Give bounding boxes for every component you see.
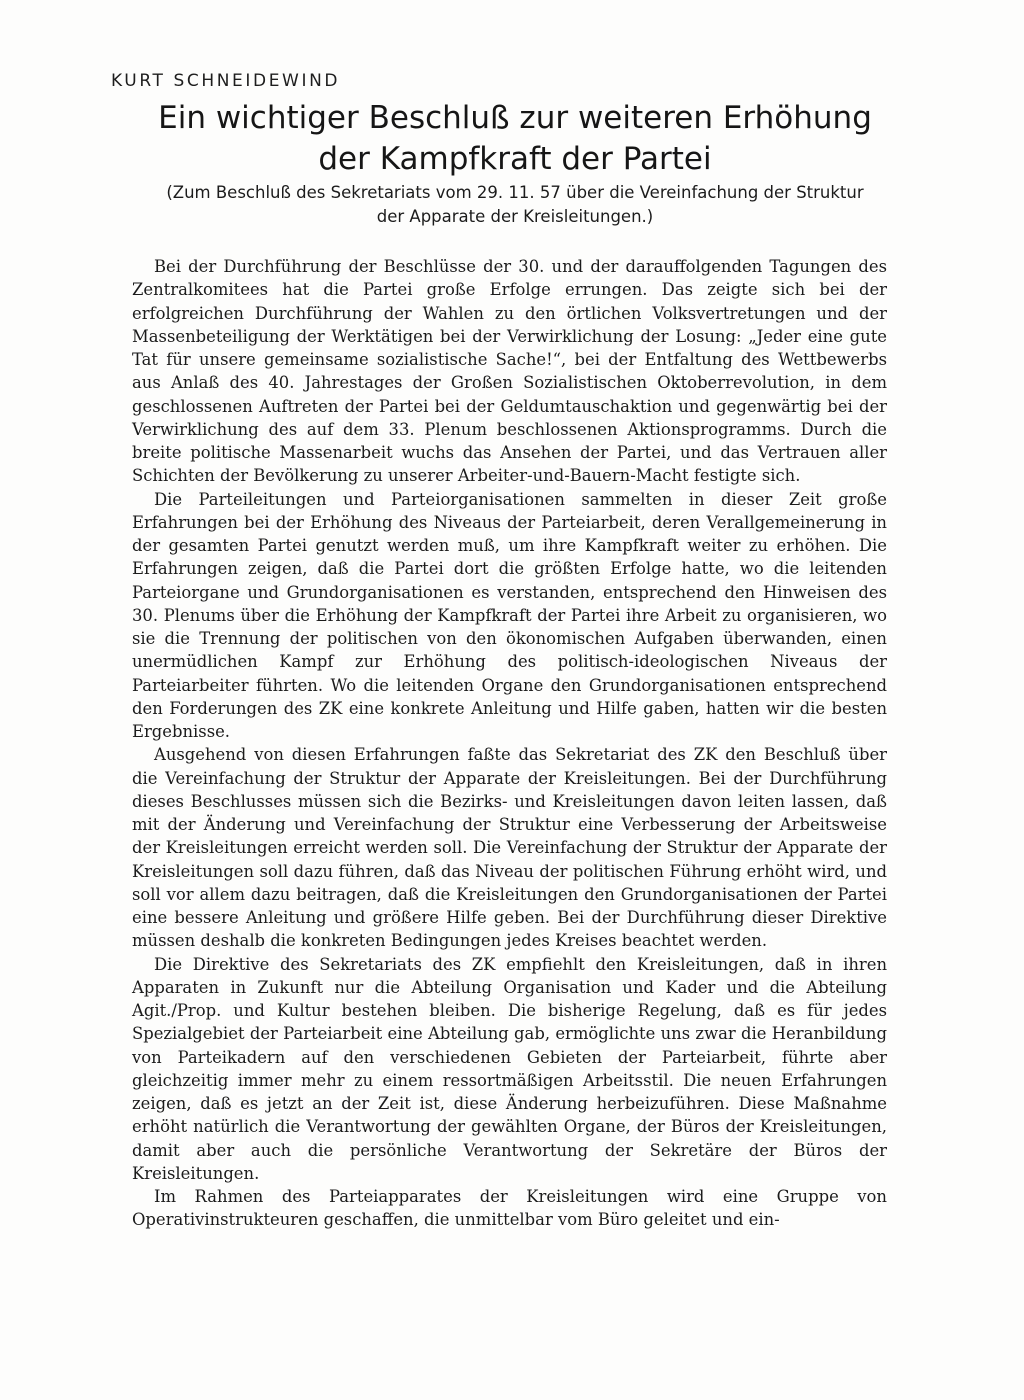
paragraph-5: Im Rahmen des Parteiapparates der Kreisleitungen wird eine Gruppe von Operativinstrukteuren geschaffen, die unmittelbar vom Büro geleitet und ein-	[132, 1187, 887, 1230]
paragraph-4: Die Direktive des Sekretariats des ZK empfiehlt den Kreisleitungen, daß in ihren Apparaten in Zukunft nur die Abteilung Organisation und Kader und die Abteilung Agit./Prop. und Kultur bestehen bleiben. Die bisherige Regelung, daß es für jedes Spezialgebiet der Parteiarbeit eine Abteilung gab, ermöglichte uns zwar die Heranbildung von Parteikadern auf den verschiedenen Gebieten der Parteiarbeit, führte aber gleichzeitig immer mehr zu einem ressortmäßigen Arbeitsstil. Die neuen Erfahrungen zeigen, daß es jetzt an der Zeit ist, diese Änderung herbeizuführen. Diese Maßnahme erhöht natürlich die Verantwortung der gewählten Organe, der Büros der Kreisleitungen, damit aber auch die persönliche Verantwortung der Sekretäre der Büros der Kreisleitungen.	[132, 954, 887, 1183]
article-body	[132, 255, 887, 1232]
paragraph-3: Ausgehend von diesen Erfahrungen faßte das Sekretariat des ZK den Beschluß über die Vereinfachung der Struktur der Apparate der Kreisleitungen. Bei der Durchführung dieses Beschlusses müssen sich die Bezirks- und Kreisleitungen davon leiten lassen, daß mit der Änderung und Vereinfachung der Struktur eine Verbesserung der Arbeitsweise der Kreisleitungen erreicht werden soll. Die Vereinfachung der Struktur der Apparate der Kreisleitungen soll dazu führen, daß das Niveau der politischen Führung erhöht wird, und soll vor allem dazu beitragen, daß die Kreisleitungen den Grundorganisationen der Partei eine bessere Anleitung und größere Hilfe geben. Bei der Durchführung dieser Direktive müssen deshalb die konkreten Bedingungen jedes Kreises beachtet werden.	[132, 745, 887, 951]
article-subtitle-line-1: (Zum Beschluß des Sekretariats vom 29. 11. 57 über die Vereinfachung der Struktur	[166, 183, 864, 202]
author-name: KURT SCHNEIDEWIND	[111, 71, 341, 91]
article-subtitle-line-2: der Apparate der Kreisleitungen.)	[376, 207, 654, 226]
paragraph-2: Die Parteileitungen und Parteiorganisationen sammelten in dieser Zeit große Erfahrungen bei der Erhöhung des Niveaus der Parteiarbeit, deren Verallgemeinerung in der gesamten Partei genutzt werden muß, um ihre Kampfkraft weiter zu erhöhen. Die Erfahrungen zeigen, daß die Partei dort die größten Erfolge hatte, wo die leitenden Parteiorgane und Grundorganisationen es verstanden, entsprechend den Hinweisen des 30. Plenums über die Erhöhung der Kampfkraft der Partei ihre Arbeit zu organisieren, wo sie die Trennung der politischen von den ökonomischen Aufgaben überwanden, einen unermüdlichen Kampf zur Erhöhung des politisch-ideologischen Niveaus der Parteiarbeiter führten. Wo die leitenden Organe den Grundorganisationen entsprechend den Forderungen des ZK eine konkrete Anleitung und Hilfe gaben, hatten wir die besten Ergebnisse.	[132, 489, 887, 741]
paragraph-1: Bei der Durchführung der Beschlüsse der 30. und der darauffolgenden Tagungen des Zentralkomitees hat die Partei große Erfolge errungen. Das zeigte sich bei der erfolgreichen Durchführung der Wahlen zu den örtlichen Volksvertretungen und der Massenbeteiligung der Werktätigen bei der Verwirklichung der Losung: „Jeder eine gute Tat für unsere gemeinsame sozialistische Sache!“, bei der Entfaltung des Wettbewerbs aus Anlaß des 40. Jahrestages der Großen Sozialistischen Oktoberrevolution, in dem geschlossenen Auftreten der Partei bei der Geldumtauschaktion und gegenwärtig bei der Verwirklichung des auf dem 33. Plenum beschlossenen Aktionsprogramms. Durch die breite politische Massenarbeit wuchs das Ansehen der Partei, und das Vertrauen aller Schichten der Bevölkerung zu unserer Arbeiter-und-Bauern-Macht festigte sich.	[132, 257, 887, 486]
article-title-line-2: der Kampfkraft der Partei	[318, 141, 712, 177]
article-title-line-1: Ein wichtiger Beschluß zur weiteren Erhöhung	[158, 100, 872, 136]
